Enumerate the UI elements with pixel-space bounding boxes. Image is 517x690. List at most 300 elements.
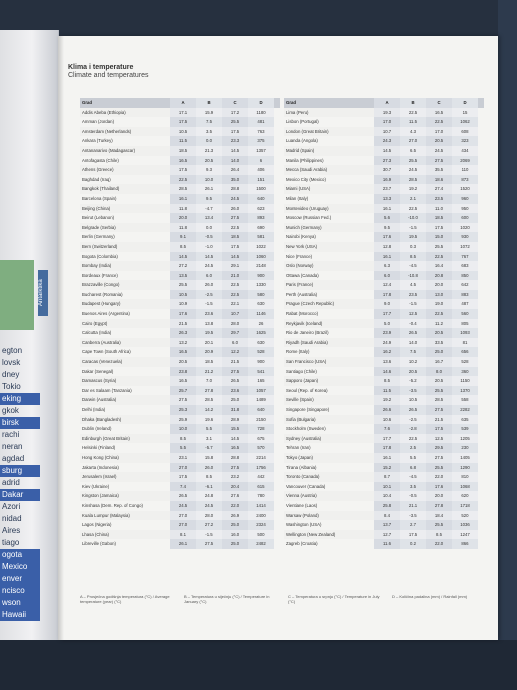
background-bottom xyxy=(0,640,517,690)
jul-temp-cell: 20.8 xyxy=(426,271,452,281)
avg-temp-cell: 25.7 xyxy=(170,386,196,396)
city-label: enver xyxy=(0,573,40,585)
table-row xyxy=(80,463,280,473)
rainfall-cell: 767 xyxy=(452,252,478,262)
jul-temp-cell: 22.0 xyxy=(222,501,248,511)
jan-temp-cell: -1.5 xyxy=(196,530,222,540)
avg-temp-cell: 23.9 xyxy=(374,328,400,338)
avg-temp-cell: 24.3 xyxy=(374,136,400,146)
avg-temp-cell: 6.3 xyxy=(374,261,400,271)
table-row xyxy=(80,127,280,137)
avg-temp-cell: 16.1 xyxy=(170,194,196,204)
jul-temp-cell: 27.5 xyxy=(426,405,452,415)
city-name: Lisbon (Portugal) xyxy=(286,119,319,125)
city-label: Mexico xyxy=(0,561,40,573)
city-name: Sofia (Bulgaria) xyxy=(284,415,374,425)
jul-temp-cell: 21.5 xyxy=(222,357,248,367)
table-row xyxy=(80,146,280,156)
rainfall-cell: 1247 xyxy=(452,530,478,540)
avg-temp-cell: 14.5 xyxy=(170,252,196,262)
jan-temp-cell: 19.6 xyxy=(196,415,222,425)
jul-temp-cell: 23.6 xyxy=(222,386,248,396)
jan-temp-cell: 15.9 xyxy=(196,108,222,118)
jul-temp-cell: 20.0 xyxy=(426,280,452,290)
city-name: Nairobi (Kenya) xyxy=(286,234,316,240)
city-name: Damascus (Syria) xyxy=(80,376,170,386)
rainfall-cell: 26 xyxy=(248,319,274,329)
jul-temp-cell: 25.0 xyxy=(222,539,248,549)
page-title: Klima i temperature xyxy=(68,64,134,71)
table-row xyxy=(284,232,484,242)
rainfall-cell: 165 xyxy=(248,376,274,386)
rainfall-cell: 620 xyxy=(452,491,478,501)
jul-temp-cell: 27.5 xyxy=(426,453,452,463)
city-name: Caracas (Venezuela) xyxy=(80,357,170,367)
header-name: Grad xyxy=(82,100,93,105)
jul-temp-cell: 22.5 xyxy=(222,280,248,290)
rainfall-cell: 360 xyxy=(452,367,478,377)
city-label: agdad xyxy=(2,454,25,463)
jan-temp-cell: -1.5 xyxy=(400,223,426,233)
city-name: Dar es Salaam (Tanzania) xyxy=(82,387,132,393)
avg-temp-cell: 24.5 xyxy=(170,501,196,511)
avg-temp-cell: 17.7 xyxy=(374,309,400,319)
jan-temp-cell: 25.5 xyxy=(400,156,426,166)
rainfall-cell: 1072 xyxy=(452,242,478,252)
table-row xyxy=(80,434,280,444)
city-name: Prague (Czech Republic) xyxy=(284,299,374,309)
avg-temp-cell: 22.5 xyxy=(170,175,196,185)
table-row xyxy=(284,511,484,521)
table-row xyxy=(284,309,484,319)
rainfall-cell: 675 xyxy=(248,434,274,444)
avg-temp-cell: 26.6 xyxy=(374,405,400,415)
climate-table-right xyxy=(284,98,484,549)
jul-temp-cell: 20.0 xyxy=(426,491,452,501)
rainfall-cell: 528 xyxy=(452,357,478,367)
climate-page xyxy=(58,36,498,640)
avg-temp-cell: 12.4 xyxy=(374,280,400,290)
jan-temp-cell: 26.5 xyxy=(400,328,426,338)
city-name: Lhasa (China) xyxy=(80,530,170,540)
avg-temp-cell: 9.1 xyxy=(170,232,196,242)
city-name: Luanda (Angola) xyxy=(286,138,318,144)
city-name: Berlin (Germany) xyxy=(82,234,115,240)
table-row xyxy=(80,175,280,185)
avg-temp-cell: 8.5 xyxy=(170,242,196,252)
rainfall-cell: 500 xyxy=(248,530,274,540)
avg-temp-cell: 9.0 xyxy=(374,299,400,309)
table-row xyxy=(80,252,280,262)
table-row xyxy=(80,491,280,501)
avg-temp-cell: 30.7 xyxy=(374,165,400,175)
jan-temp-cell: -4.5 xyxy=(400,472,426,482)
rainfall-cell: 600 xyxy=(452,213,478,223)
jan-temp-cell: 5.5 xyxy=(196,424,222,434)
table-row xyxy=(80,319,280,329)
jan-temp-cell: 10.5 xyxy=(400,395,426,405)
city-name: New York (USA) xyxy=(284,242,374,252)
table-row xyxy=(284,290,484,300)
avg-temp-cell: 19.3 xyxy=(374,108,400,118)
jan-temp-cell: 26.5 xyxy=(400,405,426,415)
avg-temp-cell: 17.5 xyxy=(170,472,196,482)
table-row xyxy=(284,463,484,473)
jul-temp-cell: 26.9 xyxy=(222,511,248,521)
city-name: Munich (Germany) xyxy=(284,223,374,233)
header-col-d: D xyxy=(248,98,274,108)
table-row xyxy=(80,156,280,166)
city-label: lovsk xyxy=(2,358,21,367)
rainfall-cell: 1370 xyxy=(452,386,478,396)
legend-item: A – Prosječna godišnja temperatura (°C) / Average temperature (year) (°C) xyxy=(80,594,170,604)
avg-temp-cell: 13.3 xyxy=(374,194,400,204)
rainfall-cell: 763 xyxy=(248,127,274,137)
table-row xyxy=(284,501,484,511)
jan-temp-cell: -1.5 xyxy=(196,299,222,309)
jan-temp-cell: 18.5 xyxy=(196,357,222,367)
rainfall-cell: 780 xyxy=(248,491,274,501)
city-name: Bordeaux (France) xyxy=(82,272,118,278)
table-row xyxy=(80,136,280,146)
city-name: Moscow (Russian Fed.) xyxy=(286,215,332,221)
table-row xyxy=(80,472,280,482)
table-row xyxy=(284,520,484,530)
avg-temp-cell: 17.6 xyxy=(170,309,196,319)
rainfall-cell: 1489 xyxy=(248,395,274,405)
jan-temp-cell: 9.3 xyxy=(196,165,222,175)
city-name: Mexico City (Mexico) xyxy=(286,176,326,182)
table-row xyxy=(284,194,484,204)
jan-temp-cell: 10.0 xyxy=(196,175,222,185)
jul-temp-cell: 18.5 xyxy=(426,213,452,223)
rainfall-cell: 608 xyxy=(452,127,478,137)
jan-temp-cell: 19.5 xyxy=(400,232,426,242)
jul-temp-cell: 23.3 xyxy=(222,136,248,146)
avg-temp-cell: 17.7 xyxy=(374,434,400,444)
table-row xyxy=(284,405,484,415)
avg-temp-cell: 17.5 xyxy=(170,117,196,127)
rainfall-cell: 1022 xyxy=(248,242,274,252)
avg-temp-cell: 26.3 xyxy=(170,328,196,338)
city-name: Bogota (Colombia) xyxy=(82,253,118,259)
city-name: Miami (USA) xyxy=(284,184,374,194)
avg-temp-cell: 17.5 xyxy=(170,165,196,175)
city-name: Stockholm (Sweden) xyxy=(286,426,326,432)
avg-temp-cell: 12.8 xyxy=(374,242,400,252)
avg-temp-cell: 13.5 xyxy=(170,271,196,281)
jan-temp-cell: 24.5 xyxy=(400,165,426,175)
jan-temp-cell: 21.2 xyxy=(196,367,222,377)
city-name: Beijing (China) xyxy=(80,204,170,214)
jan-temp-cell: 0.3 xyxy=(400,242,426,252)
avg-temp-cell: 10.6 xyxy=(374,415,400,425)
jan-temp-cell: -0.5 xyxy=(196,232,222,242)
rainfall-cell: 528 xyxy=(248,347,274,357)
rainfall-cell: 1062 xyxy=(452,117,478,127)
avg-temp-cell: 17.8 xyxy=(374,290,400,300)
jan-temp-cell: 7.0 xyxy=(196,376,222,386)
table-row xyxy=(284,338,484,348)
table-row xyxy=(284,530,484,540)
city-name: Amman (Jordan) xyxy=(82,119,114,125)
city-name: Athens (Greece) xyxy=(80,165,170,175)
jan-temp-cell: 14.5 xyxy=(196,252,222,262)
rainfall-cell: 2069 xyxy=(452,156,478,166)
rainfall-cell: 2324 xyxy=(248,520,274,530)
city-label: tiago xyxy=(2,538,20,547)
table-row xyxy=(284,261,484,271)
table-row xyxy=(284,204,484,214)
rainfall-cell: 434 xyxy=(452,146,478,156)
rainfall-cell: 805 xyxy=(452,319,478,329)
city-name: Canberra (Australia) xyxy=(80,338,170,348)
jan-temp-cell: 4.3 xyxy=(400,127,426,137)
city-name: Budapest (Hungary) xyxy=(80,299,170,309)
city-name: Beirut (Lebanon) xyxy=(82,215,115,221)
header-col-c: C xyxy=(222,98,248,108)
rainfall-cell: 623 xyxy=(248,204,274,214)
jan-temp-cell: -10.0 xyxy=(400,213,426,223)
jul-temp-cell: 22.5 xyxy=(222,223,248,233)
rainfall-cell: 151 xyxy=(248,175,274,185)
rainfall-cell: 1405 xyxy=(452,453,478,463)
table-row xyxy=(80,309,280,319)
rainfall-cell: 2214 xyxy=(248,453,274,463)
avg-temp-cell: 5.0 xyxy=(374,319,400,329)
jan-temp-cell: 0.0 xyxy=(196,223,222,233)
jan-temp-cell: 6.8 xyxy=(400,463,426,473)
jul-temp-cell: 26.5 xyxy=(222,376,248,386)
city-name: Vientiane (Laos) xyxy=(286,502,318,508)
jan-temp-cell: 17.5 xyxy=(400,530,426,540)
table-row xyxy=(80,367,280,377)
rainfall-cell: 2150 xyxy=(248,415,274,425)
rainfall-cell: 580 xyxy=(248,290,274,300)
jan-temp-cell: 27.8 xyxy=(196,386,222,396)
table-row xyxy=(284,242,484,252)
background-top xyxy=(0,0,517,40)
jan-temp-cell: -0.4 xyxy=(400,319,426,329)
avg-temp-cell: 27.5 xyxy=(170,395,196,405)
jul-temp-cell: 25.5 xyxy=(426,463,452,473)
city-name: Antananarivo (Madagascar) xyxy=(80,146,170,156)
rainfall-cell: 866 xyxy=(452,539,478,549)
avg-temp-cell: 11.8 xyxy=(170,204,196,214)
rainfall-cell: 481 xyxy=(248,117,274,127)
avg-temp-cell: 11.6 xyxy=(374,539,400,549)
legend-item: C – Temperatura u srpnju (°C) / Temperature in July (°C) xyxy=(288,594,380,604)
avg-temp-cell: 12.7 xyxy=(374,530,400,540)
rainfall-cell: 541 xyxy=(248,367,274,377)
city-label: Aires xyxy=(2,526,21,535)
jan-temp-cell: 2.1 xyxy=(400,194,426,204)
jul-temp-cell: 35.5 xyxy=(426,165,452,175)
table-row xyxy=(80,520,280,530)
jan-temp-cell: -3.5 xyxy=(400,386,426,396)
jan-temp-cell: 26.0 xyxy=(196,280,222,290)
city-name: Wellington (New Zealand) xyxy=(284,530,374,540)
table-row xyxy=(80,357,280,367)
jul-temp-cell: 22.0 xyxy=(426,472,452,482)
city-name: Buenos Aires (Argentina) xyxy=(82,311,130,317)
jul-temp-cell: 17.5 xyxy=(426,424,452,434)
city-name: Singapore (Singapore) xyxy=(286,407,330,412)
jan-temp-cell: 6.5 xyxy=(400,146,426,156)
avg-temp-cell: 16.5 xyxy=(170,376,196,386)
city-name: Antofagasta (Chile) xyxy=(82,157,119,163)
previous-page xyxy=(0,30,59,640)
jul-temp-cell: 27.8 xyxy=(426,501,452,511)
city-name: Madrid (Spain) xyxy=(284,146,374,156)
table-row xyxy=(284,367,484,377)
avg-temp-cell: 7.6 xyxy=(374,424,400,434)
table-row xyxy=(284,472,484,482)
rainfall-cell: 635 xyxy=(452,415,478,425)
city-name: Ankara (Turkey) xyxy=(82,138,113,144)
avg-temp-cell: 27.0 xyxy=(170,511,196,521)
city-name: Jerusalem (Israel) xyxy=(80,472,170,482)
jan-temp-cell: 4.5 xyxy=(400,280,426,290)
legend-item: D – Količina padalina (mm) / Rainfall (mm) xyxy=(392,594,468,599)
jan-temp-cell: 5.5 xyxy=(400,453,426,463)
table-row xyxy=(284,347,484,357)
table-row xyxy=(284,117,484,127)
city-name: Riyadh (Saudi Arabia) xyxy=(284,338,374,348)
rainfall-cell: 1718 xyxy=(452,501,478,511)
table-row xyxy=(284,376,484,386)
table-row xyxy=(80,204,280,214)
rainfall-cell: 1150 xyxy=(452,376,478,386)
city-name: Bucharest (Romania) xyxy=(82,291,123,297)
table-row xyxy=(80,386,280,396)
city-name: Vienna (Austria) xyxy=(284,491,374,501)
city-label: wson xyxy=(0,597,40,609)
city-name: Bangkok (Thailand) xyxy=(80,184,170,194)
jan-temp-cell: 11.5 xyxy=(400,117,426,127)
avg-temp-cell: 23.1 xyxy=(170,453,196,463)
table-row xyxy=(284,184,484,194)
jul-temp-cell: 16.4 xyxy=(426,261,452,271)
jan-temp-cell: 28.5 xyxy=(196,395,222,405)
jan-temp-cell: -5.7 xyxy=(196,443,222,453)
city-name: Barcelona (Spain) xyxy=(82,195,117,201)
city-name: Seville (Spain) xyxy=(284,395,374,405)
table-row xyxy=(284,127,484,137)
jul-temp-cell: 28.0 xyxy=(222,319,248,329)
header-col-d: D xyxy=(452,98,478,108)
table-row xyxy=(284,280,484,290)
table-header xyxy=(80,98,280,108)
city-name: Seoul (Rep. of Korea) xyxy=(286,387,328,393)
city-name: Mecca (Saudi Arabia) xyxy=(284,165,374,175)
city-label: Dakar xyxy=(0,489,40,501)
jan-temp-cell: 14.0 xyxy=(400,338,426,348)
city-name: Calcutta (India) xyxy=(82,330,112,336)
avg-temp-cell: 10.7 xyxy=(374,127,400,137)
table-row xyxy=(80,511,280,521)
jul-temp-cell: 12.2 xyxy=(222,347,248,357)
city-name: Rome (Italy) xyxy=(286,349,310,355)
jul-temp-cell: 27.5 xyxy=(222,463,248,473)
table-row xyxy=(284,357,484,367)
avg-temp-cell: 27.0 xyxy=(170,463,196,473)
city-name: Bern (Switzerland) xyxy=(80,242,170,252)
city-name: Addis Abeba (Ethiopia) xyxy=(80,108,170,118)
avg-temp-cell: 16.9 xyxy=(374,175,400,185)
avg-temp-cell: 16.5 xyxy=(170,156,196,166)
rainfall-cell: 110 xyxy=(452,165,478,175)
avg-temp-cell: 27.2 xyxy=(170,261,196,271)
table-row xyxy=(284,156,484,166)
rainfall-cell: 1625 xyxy=(248,328,274,338)
jan-temp-cell: 7.5 xyxy=(196,117,222,127)
rainfall-cell: 615 xyxy=(248,482,274,492)
rainfall-cell: 900 xyxy=(248,357,274,367)
city-name: Dhaka (Bangladesh) xyxy=(80,415,170,425)
table-row xyxy=(284,108,484,118)
city-label: gkok xyxy=(2,406,19,415)
jan-temp-cell: 21.3 xyxy=(196,146,222,156)
jan-temp-cell: 28.5 xyxy=(400,175,426,185)
jan-temp-cell: 22.5 xyxy=(400,434,426,444)
table-row xyxy=(284,424,484,434)
table-row xyxy=(284,434,484,444)
rainfall-cell: 900 xyxy=(248,271,274,281)
jan-temp-cell: -0.5 xyxy=(400,491,426,501)
city-name: Warsaw (Poland) xyxy=(284,511,374,521)
table-row xyxy=(80,117,280,127)
avg-temp-cell: 11.5 xyxy=(374,386,400,396)
city-name: Rio de Janeiro (Brazil) xyxy=(286,330,329,336)
avg-temp-cell: 8.4 xyxy=(374,511,400,521)
city-name: Washington (USA) xyxy=(286,522,322,528)
jul-temp-cell: 25.0 xyxy=(426,347,452,357)
rainfall-cell: 1093 xyxy=(452,328,478,338)
rainfall-cell: 1756 xyxy=(248,463,274,473)
jul-temp-cell: 25.5 xyxy=(426,386,452,396)
rainfall-cell: 2400 xyxy=(248,511,274,521)
jul-temp-cell: 25.5 xyxy=(426,242,452,252)
city-name: Cairo (Egypt) xyxy=(80,319,170,329)
jan-temp-cell: -1.0 xyxy=(196,242,222,252)
table-row xyxy=(80,108,280,118)
jul-temp-cell: 27.4 xyxy=(426,184,452,194)
city-name: Kuala Lumpur (Malaysia) xyxy=(80,511,170,521)
table-row xyxy=(80,232,280,242)
rainfall-cell: 2282 xyxy=(452,405,478,415)
jul-temp-cell: 29.5 xyxy=(426,443,452,453)
city-name: London (Great Britain) xyxy=(284,127,374,137)
city-label: birsk xyxy=(0,417,40,429)
map-label: Antarktika xyxy=(38,270,48,316)
avg-temp-cell: 26.1 xyxy=(170,539,196,549)
header-col-b: B xyxy=(400,98,426,108)
jan-temp-cell: -1.5 xyxy=(400,299,426,309)
city-name: Rabat (Morocco) xyxy=(286,311,318,317)
jul-temp-cell: 20.4 xyxy=(222,482,248,492)
rainfall-cell: 15 xyxy=(452,108,478,118)
city-name: Brazzaville (Congo) xyxy=(80,280,170,290)
jan-temp-cell: 3.5 xyxy=(196,127,222,137)
rainfall-cell: 810 xyxy=(452,472,478,482)
header-name: Grad xyxy=(286,100,297,105)
table-row xyxy=(284,223,484,233)
jul-temp-cell: 21.0 xyxy=(222,271,248,281)
rainfall-cell: 642 xyxy=(452,280,478,290)
table-row xyxy=(80,482,280,492)
jan-temp-cell: 20.1 xyxy=(196,338,222,348)
